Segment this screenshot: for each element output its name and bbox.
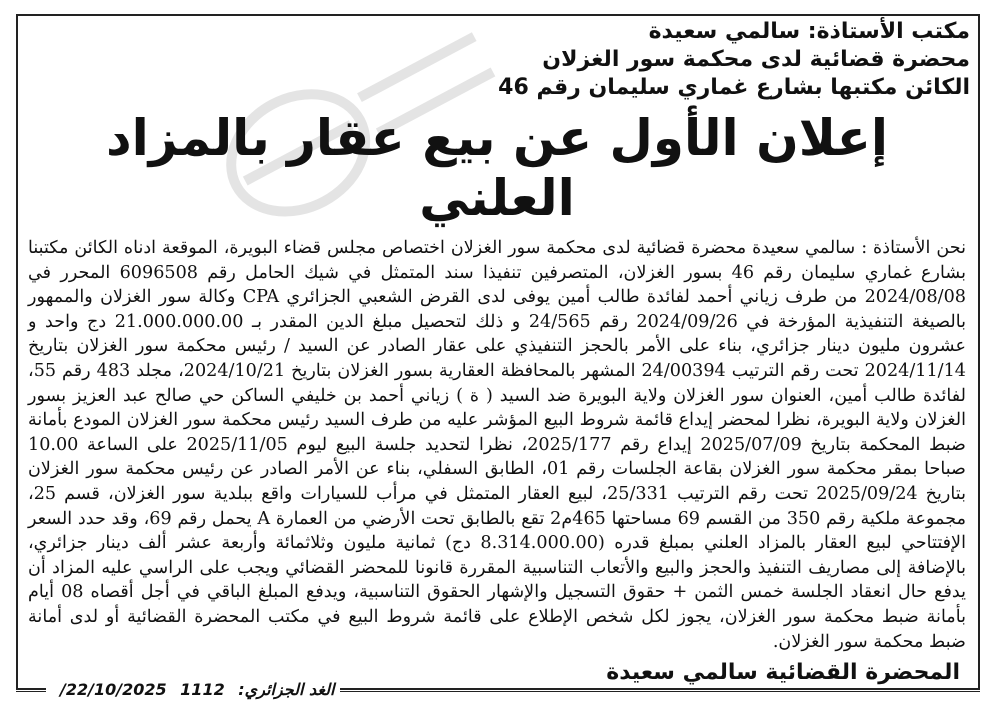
notice-body: نحن الأستاذة : سالمي سعيدة محضرة قضائية لدى محكمة سور الغزلان اختصاص مجلس قضاء البويرة، الموقعة ادناه الكائن مكتبنا بشارع غماري سليمان رقم 46 بسور الغزلان، المتصرفين تنفيذا سند المتمثل في شيك الحامل رقم 6096508 المحرر في 2024/08/08 من طرف زياني أحمد لفائدة طالب أمين يوفى لدى القرض الشعبي الجزائري CPA وكالة سور الغزلان والممهور بالصيغة التنفيذية المؤرخة في 2024/09/26 رقم 24/565 و ذلك لتحصيل مبلغ الدين المقدر بـ 21.000.000.00 دج واحد و عشرون مليون دينار جزائري، بناء على الأمر بالحجز التنفيذي على عقار الصادر عن السيد / رئيس محكمة سور الغزلان بتاريخ 2024/11/14 تحت رقم الترتيب 24/00394 المشهر بالمحافظة العقارية بسور الغزلان بتاريخ 2024/10/21، مجلد 483 رقم 55، لفائدة طالب أمين، العنوان سور الغزلان ولاية البويرة ضد السيد ( ة ) زياني أحمد بن خليفي الساكن حي صالح عبد العزيز بسور الغزلان ولاية البويرة، نظرا لمحضر إيداع قائمة شروط البيع المؤشر عليه من طرف السيد رئيس محكمة سور الغزلان المودع بأمانة ضبط المحكمة بتاريخ 2025/07/09 إيداع رقم 2025/177، نظرا لتحديد جلسة البيع ليوم 2025/11/05 على الساعة 10.00 صباحا بمقر محكمة سور الغزلان بقاعة الجلسات رقم 01، الطابق السفلي، بناء عن الأمر الصادر عن رئيس محكمة سور الغزلان بتاريخ 2025/09/24 تحت رقم الترتيب 25/331، لبيع العقار المتمثل في مرأب للسيارات واقع ببلدية سور الغزلان، قسم 25، مجموعة ملكية رقم 350 من القسم 69 مساحتها 465م2 تقع بالطابق تحت الأرضي من العمارة A يحمل رقم 69، وقد حدد السعر الإفتتاحي لبيع العقار بالمزاد العلني بمبلغ قدره (8.314.000.00 دج) ثمانية مليون وثلاثمائة وأربعة عشر ألف دينار جزائري، بالإضافة إلى مصاريف التنفيذ والحجز والبيع والأتعاب التناسبية المقررة قانونا للمحضر القضائي ويجب على الراسي عليه المزاد أن يدفع حال انعقاد الجلسة خمس الثمن + حقوق التسجيل والإشهار الحقوق التناسبية، ويدفع المبلغ الباقي في أجل أقصاه 08 أيام بأمانة ضبط محكمة سور الغزلان، يجوز لكل شخص الإطلاع على قائمة شروط البيع في مكتب المحضرة القضائية أو لدى أمانة ضبط محكمة سور الغزلان. bbox=[28, 238, 967, 652]
publication-name: الغد الجزائري: bbox=[238, 680, 335, 699]
signature: المحضرة القضائية سالمي سعيدة bbox=[606, 660, 960, 686]
office-address: الكائن مكتبها بشارع غماري سليمان رقم 46 bbox=[498, 75, 970, 100]
notice-content bbox=[24, 18, 970, 685]
publication-date: 22/10/2025/ bbox=[60, 680, 167, 699]
footer bbox=[16, 680, 980, 704]
publication-ref bbox=[46, 680, 340, 699]
issue-number: 1112 bbox=[180, 680, 225, 699]
office-title: محضرة قضائية لدى محكمة سور الغزلان bbox=[542, 47, 970, 72]
notice-headline: إعلان الأول عن بيع عقار بالمزاد العلني bbox=[105, 109, 889, 227]
office-name: مكتب الأستاذة: سالمي سعيدة bbox=[648, 19, 970, 44]
